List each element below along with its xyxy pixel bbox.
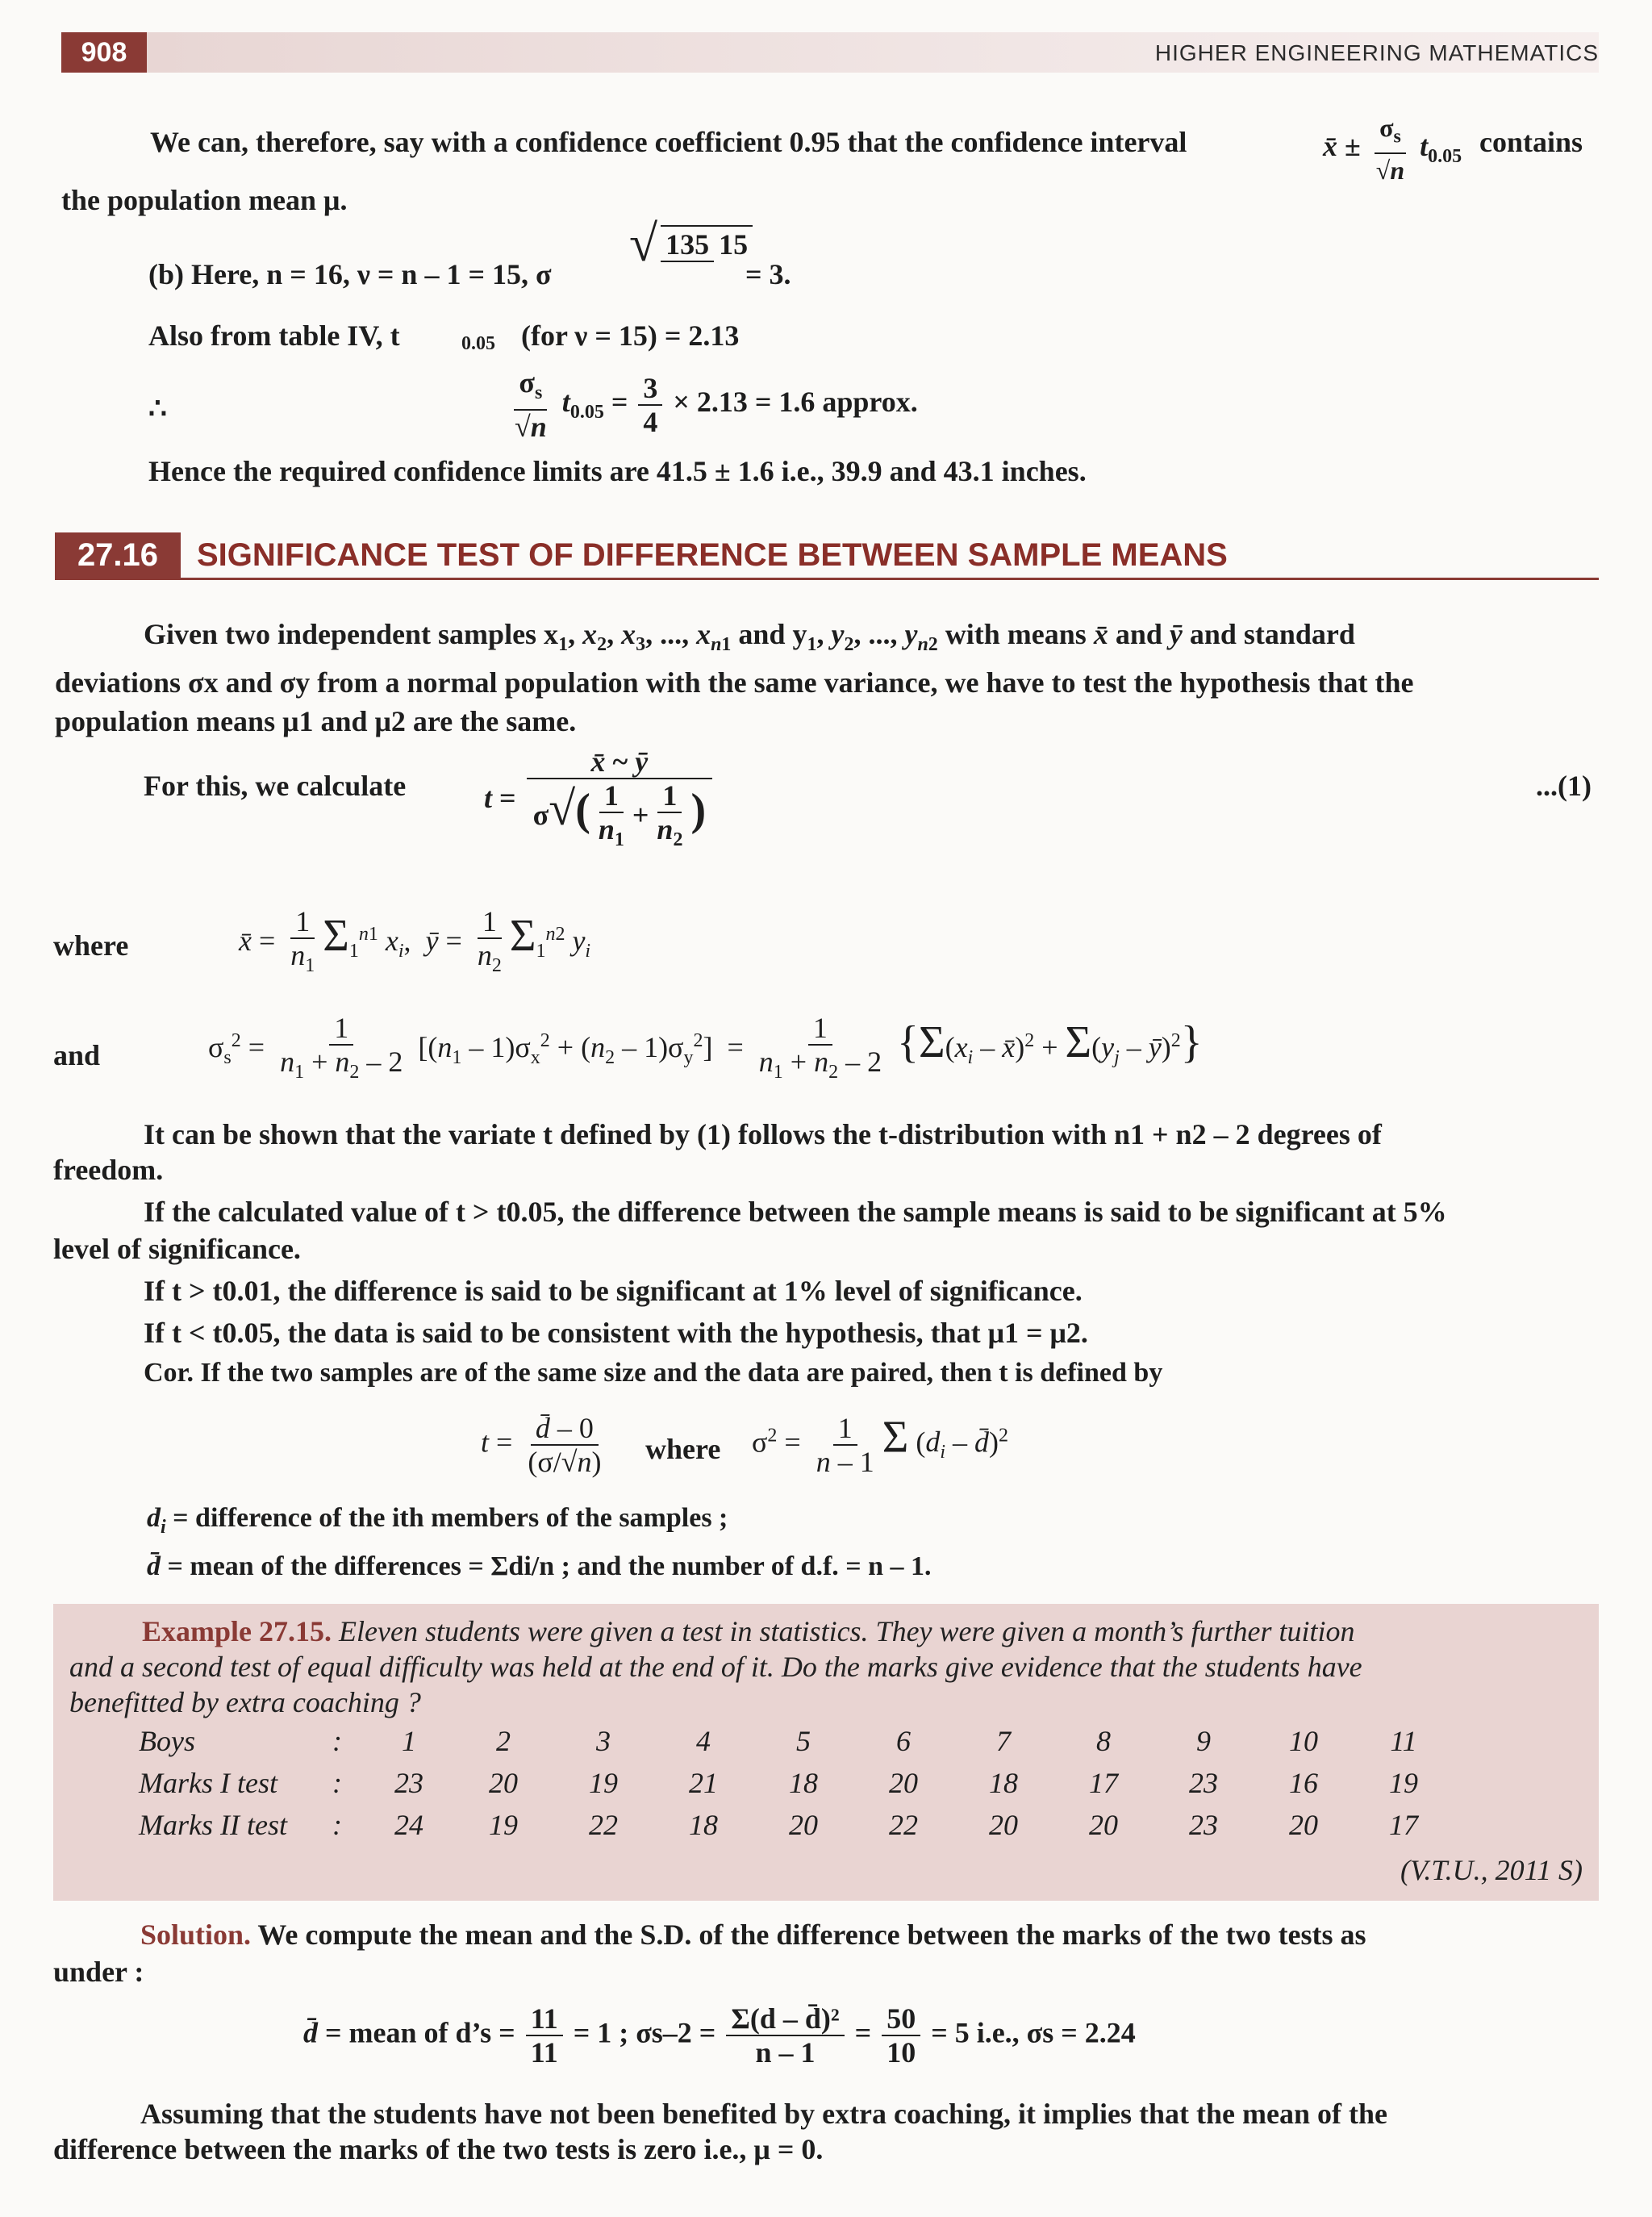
variance-equation: $\sigma_s^2$ = $\frac{1}{n_1 + n_2 - 2}$ $[(n_1 - 1)\sigma_x^2 + (n_2 - 1)\sigma_y^2]$ = $\frac{1}{n_1 + n_2 - 2}$ {$\Sigma(x_i$ – x̄)$^2$ + $\Sigma(y_j$ – ȳ)$^2$}	[208, 1012, 1203, 1083]
example-l1: Eleven students were given a test in statistics. They were given a month’s further tuition	[339, 1615, 1355, 1647]
table-cell: 7	[996, 1725, 1011, 1757]
running-title: HIGHER ENGINEERING MATHEMATICS	[1154, 40, 1599, 65]
p1-line-2: deviations σx and σy from a normal population with the same variance, we have to test the hypothesis that the	[55, 666, 1414, 699]
calc-a: = mean of d’s =	[325, 2016, 515, 2049]
p1-line-3: population means μ1 and μ2 are the same.	[55, 705, 577, 737]
p1-l1-c: with means	[945, 618, 1087, 650]
table-cell: 17	[1389, 1809, 1418, 1841]
solution-label: Solution.	[140, 1918, 252, 1951]
p1-l1-d: and	[1115, 618, 1162, 650]
part-b-result: = 3.	[745, 258, 791, 290]
table-cell: 20	[989, 1809, 1018, 1841]
table-cell: 18	[789, 1767, 818, 1799]
hence-line: Hence the required confidence limits are 41.5 ± 1.6 i.e., 39.9 and 43.1 inches.	[148, 455, 1087, 487]
part-b-label: (b) Here, n = 16, ν = n – 1 = 15, σ	[148, 258, 552, 290]
di-def-text: = difference of the ith members of the samples ;	[173, 1503, 728, 1533]
solution-calc: d̄ = mean of d’s = $\frac{11}{11}$ = 1 ; σs–2 = $\frac{\text{Σ(d – d̄)²}}{n - 1}$ = $\frac{50}{10}$ = 5 i.e., σs = 2.24	[303, 2002, 1136, 2069]
p4-line: If t > t0.01, the difference is said to be significant at 1% level of significance.	[144, 1275, 1083, 1307]
cor-line	[144, 1355, 1162, 1391]
section-rule	[55, 578, 1599, 580]
solution-l1: We compute the mean and the S.D. of the difference between the marks of the two tests as	[257, 1918, 1366, 1951]
table-row-test1	[139, 1762, 1454, 1804]
sqrt-expression: √ 135 15	[629, 218, 756, 269]
row-head: Marks I test	[139, 1767, 277, 1799]
calc-c: = 5 i.e., σs = 2.24	[931, 2016, 1136, 2049]
intro-line-1a: We can, therefore, say with a confidence coefficient 0.95 that the confidence interval	[150, 126, 1187, 158]
equation-number: ...(1)	[1536, 770, 1592, 802]
cor-text: If the two samples are of the same size and the data are paired, then t is defined by	[200, 1358, 1163, 1388]
table-cell: 20	[889, 1767, 918, 1799]
section-title: SIGNIFICANCE TEST OF DIFFERENCE BETWEEN SAMPLE MEANS	[197, 537, 1228, 573]
cor-label: Cor.	[144, 1358, 194, 1388]
row-head: Boys	[139, 1725, 195, 1757]
for-this-label: For this, we calculate	[144, 770, 407, 802]
table-cell: 20	[789, 1809, 818, 1841]
table-cell: 23	[1189, 1767, 1218, 1799]
marks-table	[139, 1720, 1454, 1846]
p3-line-1: If the calculated value of t > t0.05, the difference between the sample means is said to be significant at 5%	[144, 1196, 1447, 1228]
table-cell: 18	[989, 1767, 1018, 1799]
table-cell: 24	[394, 1809, 423, 1841]
table-row-boys	[139, 1720, 1454, 1762]
t-subscript: 0.05	[461, 333, 495, 354]
table-cell: 5	[796, 1725, 811, 1757]
row-head: Marks II test	[139, 1809, 287, 1841]
table-cell: 8	[1096, 1725, 1111, 1757]
sqrt-den: 15	[719, 228, 749, 261]
calc-b: = 1 ; σs–2 =	[573, 2016, 716, 2049]
cor-sigma-equation: $\sigma^2$ = $\frac{1}{n - 1}$ Σ ($d_i$ – d̄)$^2$	[752, 1412, 1008, 1478]
table-cell: 19	[589, 1767, 618, 1799]
where-label: where	[53, 929, 129, 962]
interval-expression: x̄ ± $\frac{\sigma_s}{√n}$ $t_{0.05}$	[1323, 113, 1462, 186]
page-number: 908	[61, 32, 147, 73]
table-cell: 21	[689, 1767, 718, 1799]
di-definition: $d_i$ = difference of the ith members of the samples ;	[147, 1503, 728, 1538]
table-cell: 11	[1390, 1725, 1417, 1757]
example-source: (V.T.U., 2011 S)	[1400, 1854, 1583, 1886]
p1-l1-e: and standard	[1189, 618, 1355, 650]
table-cell: 18	[689, 1809, 718, 1841]
table-cell: 17	[1089, 1767, 1118, 1799]
final-line-2: difference between the marks of the two tests is zero i.e., μ = 0.	[53, 2133, 824, 2165]
table-cell: 10	[1289, 1725, 1318, 1757]
intro-line-1b: contains	[1479, 126, 1583, 158]
f1-den: 11	[530, 2036, 558, 2069]
table-cell: 2	[496, 1725, 511, 1757]
table-cell: 20	[1289, 1809, 1318, 1841]
dbar-definition: d̄ = mean of the differences = Σdi/n ; and the number of d.f. = n – 1.	[147, 1551, 932, 1581]
row-colon: :	[332, 1725, 342, 1757]
example-line-1	[142, 1614, 1355, 1649]
example-label: Example 27.15.	[142, 1615, 332, 1647]
solution-line-1	[140, 1917, 1366, 1952]
table-cell: 9	[1196, 1725, 1211, 1757]
sqrt-num: 135	[661, 228, 714, 262]
p1-l1-a: Given two independent samples x	[144, 618, 559, 650]
final-line-1: Assuming that the students have not been benefited by extra coaching, it implies that the mean of the	[140, 2098, 1387, 2130]
therefore-symbol: ∴	[148, 392, 167, 424]
table-line-b: (for ν = 15) = 2.13	[521, 319, 740, 352]
and-label: and	[53, 1039, 101, 1071]
cor-t-equation: t = $\frac{d̄ - 0}{(\sigma/√n)}$	[481, 1412, 602, 1478]
row-colon: :	[332, 1767, 342, 1799]
f2-den: n – 1	[755, 2036, 816, 2069]
p1-l1-b: and y	[738, 618, 807, 650]
calc-frac-den: 4	[643, 405, 658, 438]
p2-line-2: freedom.	[53, 1154, 164, 1186]
p3-line-2: level of significance.	[53, 1233, 301, 1265]
table-cell: 16	[1289, 1767, 1318, 1799]
table-cell: 6	[896, 1725, 911, 1757]
table-cell: 3	[596, 1725, 611, 1757]
table-cell: 23	[1189, 1809, 1218, 1841]
table-cell: 4	[696, 1725, 711, 1757]
p1-line-1: Given two independent samples $x_1$, $x_2$, $x_3$, ..., $x_{n1}$ and $y_1$, $y_2$, ..., $y_{n2}$ with means x̄ and ȳ and standard	[144, 618, 1355, 656]
table-cell: 23	[394, 1767, 423, 1799]
p2-line-1: It can be shown that the variate t defined by (1) follows the t-distribution with n1 + n2 – 2 degrees of	[144, 1118, 1382, 1150]
example-line-2: and a second test of equal difficulty was held at the end of it. Do the marks give evidence that the students have	[69, 1651, 1362, 1683]
table-cell: 22	[889, 1809, 918, 1841]
table-cell: 19	[1389, 1767, 1418, 1799]
table-cell: 20	[489, 1767, 518, 1799]
calc-frac-num: 3	[638, 372, 662, 406]
intro-line-2: the population mean μ.	[61, 184, 348, 216]
f3-num: 50	[882, 2002, 920, 2036]
calc-expression: $\frac{\sigma_s}{√n}$ $t_{0.05}$ = $\frac{3}{4}$ × 2.13 = 1.6 approx.	[515, 366, 918, 444]
table-cell: 1	[402, 1725, 416, 1757]
table-cell: 22	[589, 1809, 618, 1841]
solution-line-2: under :	[53, 1956, 144, 1988]
t-equation: t = x̄ ~ ȳ σ√( $\frac{1}{n_1}$ + $\frac{1}{n_2}$ )	[484, 745, 715, 856]
p5-line: If t < t0.05, the data is said to be consistent with the hypothesis, that μ1 = μ2.	[144, 1317, 1088, 1349]
dbar-def-text: = mean of the differences = Σdi/n ; and the number of d.f. = n – 1.	[167, 1551, 932, 1581]
section-number: 27.16	[55, 532, 181, 578]
mean-definitions: x̄ = $\frac{1}{n_1}$ $\Sigma_1^{n1}$ $x_i$, ȳ = $\frac{1}{n_2}$ $\Sigma_1^{n2}$ $y_i$	[239, 905, 591, 977]
row-colon: :	[332, 1809, 342, 1841]
table-line: Also from table IV, t	[148, 319, 400, 352]
f3-den: 10	[886, 2036, 916, 2069]
example-line-3: benefitted by extra coaching ?	[69, 1686, 421, 1718]
cor-where: where	[645, 1433, 721, 1465]
table-cell: 20	[1089, 1809, 1118, 1841]
f2-num: Σ(d – d̄)²	[726, 2002, 844, 2036]
table-row-test2	[139, 1804, 1454, 1846]
table-cell: 19	[489, 1809, 518, 1841]
calc-rest: × 2.13 = 1.6 approx.	[673, 385, 918, 418]
f1-num: 11	[526, 2002, 563, 2036]
